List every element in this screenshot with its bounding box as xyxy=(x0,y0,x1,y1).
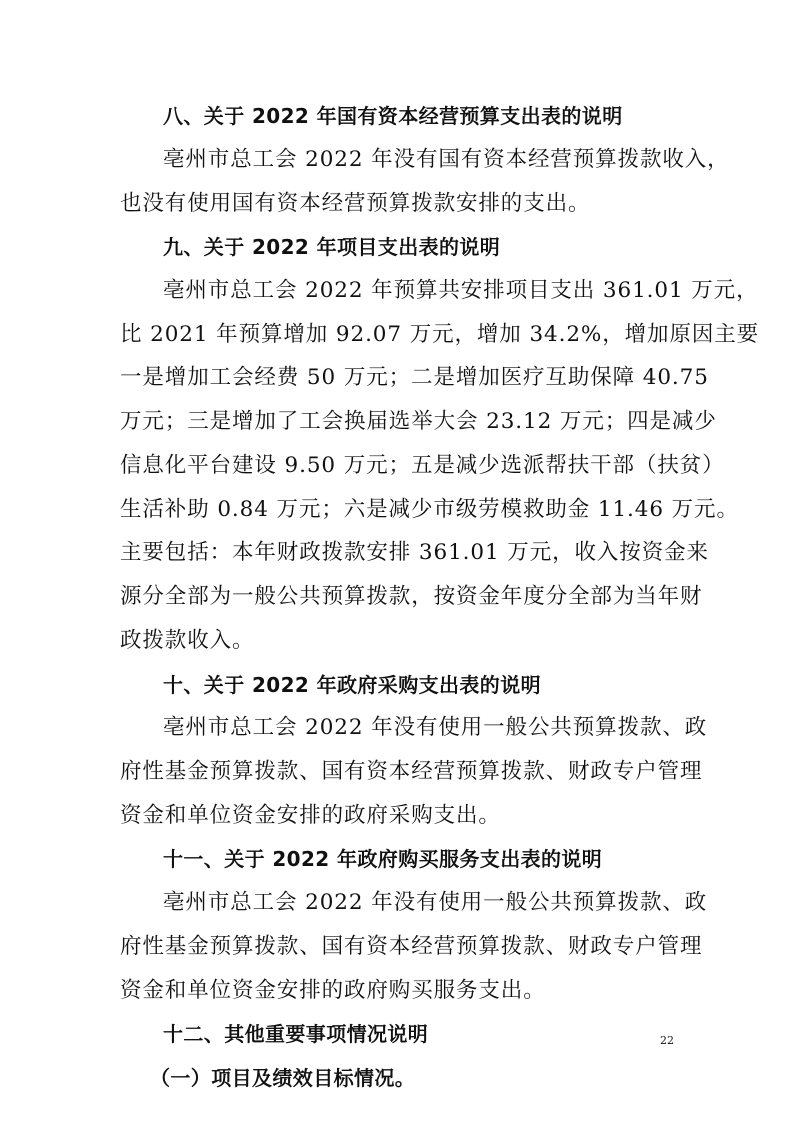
page-number: 22 xyxy=(660,1034,674,1047)
paragraph-line: 府性基金预算拨款、国有资本经营预算拨款、财政专户管理 xyxy=(120,934,703,959)
paragraph-line: 亳州市总工会 2022 年没有使用一般公共预算拨款、政 xyxy=(163,715,708,740)
paragraph-line: 源分全部为一般公共预算拨款，按资金年度分全部为当年财 xyxy=(120,584,703,609)
paragraph-line: 万元；三是增加了工会换届选举大会 23.12 万元；四是减少 xyxy=(120,409,717,434)
paragraph-line: 资金和单位资金安排的政府采购支出。 xyxy=(120,803,501,828)
paragraph-line: 生活补助 0.84 万元；六是减少市级劳模救助金 11.46 万元。 xyxy=(120,497,739,522)
section-heading: 十二、其他重要事项情况说明 xyxy=(163,1022,429,1046)
paragraph-line: 亳州市总工会 2022 年预算共安排项目支出 361.01 万元， xyxy=(163,278,759,303)
section-heading: 十、关于 2022 年政府采购支出表的说明 xyxy=(163,673,541,697)
paragraph-line: 一是增加工会经费 50 万元；二是增加医疗互助保障 40.75 xyxy=(120,365,709,390)
paragraph-line: 资金和单位资金安排的政府购买服务支出。 xyxy=(120,978,546,1003)
paragraph-line: 比 2021 年预算增加 92.07 万元，增加 34.2%，增加原因主要 xyxy=(120,322,760,347)
section-heading: （一）项目及绩效目标情况。 xyxy=(150,1066,416,1090)
paragraph-line: 府性基金预算拨款、国有资本经营预算拨款、财政专户管理 xyxy=(120,759,703,784)
paragraph-line: 主要包括：本年财政拨款安排 361.01 万元，收入按资金来 xyxy=(120,540,709,565)
paragraph-line: 也没有使用国有资本经营预算拨款安排的支出。 xyxy=(120,191,591,216)
paragraph-line: 信息化平台建设 9.50 万元；五是减少选派帮扶干部（扶贫） xyxy=(120,453,725,478)
section-heading: 十一、关于 2022 年政府购买服务支出表的说明 xyxy=(163,847,603,871)
section-heading: 九、关于 2022 年项目支出表的说明 xyxy=(163,235,501,259)
section-heading: 八、关于 2022 年国有资本经营预算支出表的说明 xyxy=(163,104,623,128)
paragraph-line: 亳州市总工会 2022 年没有国有资本经营预算拨款收入， xyxy=(163,147,730,172)
paragraph-line: 政拨款收入。 xyxy=(120,628,255,653)
paragraph-line: 亳州市总工会 2022 年没有使用一般公共预算拨款、政 xyxy=(163,890,708,915)
